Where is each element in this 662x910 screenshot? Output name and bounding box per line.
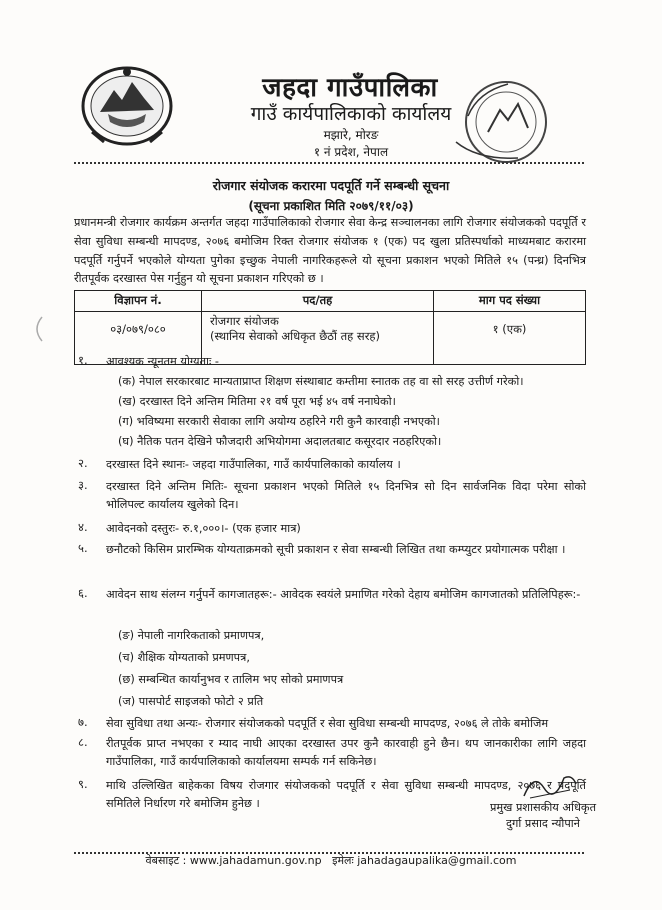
item-number: ९.	[78, 777, 88, 791]
item-text: छनौटको किसिम प्रारम्भिक योग्यताक्रमको सूची प्रकाशन र सेवा सम्बन्धी लिखित तथा कम्प्युटर प्रयोगात्मक परीक्षा ।	[106, 543, 566, 556]
item-text: आवश्यक न्यूनतम योग्यताः -	[106, 355, 219, 368]
item-text: दरखास्त दिने अन्तिम मितिः- सूचना प्रकाशन भएको मितिले १५ दिनभित्र सो दिन सार्वजनिक विदा परेमा सोको भोलिपल्ट कार्यालय खुलेको दिन।	[106, 480, 586, 512]
office-name: गाउँ कार्यपालिकाको कार्यालय	[250, 103, 452, 125]
cell-count: १ (एक)	[434, 312, 586, 365]
table-header-row	[75, 291, 586, 312]
qualification-item: (ग) भविष्यमा सरकारी सेवाका लागि अयोग्य ठहरिने गरी कुनै कारवाही नभएको।	[118, 415, 440, 428]
footer-website: वेबसाइट : www.jahadamun.gov.np	[145, 854, 322, 867]
item-number: २.	[78, 456, 88, 470]
item-text: रीतपूर्वक प्राप्त नभएका र म्याद नाघी आएका दरखास्त उपर कुनै कारवाही हुने छैन। थप जानकारीका लागि जहदा गाउँपालिका, गाउँ कार्यपालिकाको कार्यालयमा सम्पर्क गर्न सकिनेछ।	[106, 737, 586, 769]
footer-email: इमेलः jahadagaupalika@gmail.com	[332, 854, 517, 867]
footer	[0, 853, 662, 868]
page-title: जहदा गाउँपालिका	[262, 73, 438, 103]
item-number: ४.	[78, 520, 88, 534]
qualification-item: (क) नेपाल सरकारबाट मान्यताप्राप्त शिक्षण संस्थाबाट कम्तीमा स्नातक तह वा सो सरह उत्तीर्ण गरेको।	[118, 375, 524, 388]
col-ad-no: विज्ञापन नं.	[75, 291, 202, 312]
item-number: ५.	[78, 541, 88, 555]
item-text: दरखास्त दिने स्थानः- जहदा गाउँपालिका, गाउँ कार्यपालिकाको कार्यालय ।	[106, 458, 401, 471]
qualification-item: (ख) दरखास्त दिने अन्तिम मितिमा २१ वर्ष पूरा भई ४५ वर्ष ननाघेको।	[118, 395, 396, 408]
item-number: ६.	[78, 586, 88, 600]
signatory-designation: प्रमुख प्रशासकीय अधिकृत	[489, 801, 597, 814]
post-name: रोजगार संयोजक	[210, 314, 279, 328]
document-item: (च) शैक्षिक योग्यताको प्रमणपत्र,	[118, 651, 250, 664]
col-count: माग पद संख्या	[434, 291, 586, 312]
item-text: सेवा सुविधा तथा अन्यः- रोजगार संयोजकको पदपूर्ति र सेवा सुविधा सम्बन्धी मापदण्ड, २०७६ ले तोके बमोजिम	[106, 717, 549, 730]
item-text: माथि उल्लिखित बाहेकका विषय रोजगार संयोजकको पदपूर्ति र सेवा सुविधा सम्बन्धी मापदण्ड, २०७६ र पदपूर्ति समितिले निर्धारण गरे बमोजिम हुनेछ ।	[106, 779, 586, 811]
signatory-name: दुर्गा प्रसाद न्यौपाने	[506, 817, 580, 830]
header-divider	[74, 162, 584, 164]
item-text: आवेदनको दस्तुरः- रु.१,०००।- (एक हजार मात्र)	[106, 522, 301, 535]
office-stamp-icon	[448, 72, 558, 172]
qualification-item: (घ) नैतिक पतन देखिने फौजदारी अभियोगमा अदालतबाट कसूरदार नठहरिएको।	[118, 435, 442, 448]
document-item: (छ) सम्बन्धित कार्यानुभव र तालिम भए सोको प्रमाणपत्र	[118, 673, 344, 686]
margin-bracket-icon	[30, 315, 44, 343]
item-number: ३.	[78, 478, 88, 492]
document-item: (ज) पासपोर्ट साइजको फोटो २ प्रति	[118, 695, 264, 708]
cell-ad-no: ०३/०७९/०८०	[75, 312, 202, 365]
signature-scrawl-icon	[520, 768, 580, 802]
col-post: पद/तह	[202, 291, 434, 312]
notice-title: रोजगार संयोजक करारमा पदपूर्ति गर्ने सम्बन्धी सूचना	[212, 178, 450, 193]
item-number: ७.	[78, 715, 88, 729]
notice-publish-date: (सूचना प्रकाशित मिति २०७९/११/०३)	[248, 199, 414, 213]
notice-intro: प्रधानमन्त्री रोजगार कार्यक्रम अन्तर्गत जहदा गाउँपालिकाको रोजगार सेवा केन्द्र सञ्चालनका लागि रोजगार संयोजकको पदपूर्ति र सेवा सुविधा सम्बन्धी मापदण्ड, २०७६ बमोजिम रिक्त रोजगार संयोजक १ (एक) पद खुला प्रतिस्पर्धाको माध्यमबाट करारमा पदपूर्ति गर्नुपर्ने भएकोले योग्यता पुगेका इच्छुक नेपाली नागरिकहरूले यो सूचना प्रकाशन भएको मितिले १५ (पन्ध्र) दिनभित्र रीतपूर्वक दरखास्त पेस गर्नुहुन यो सूचना प्रकाशन गरिएको छ ।	[74, 216, 586, 286]
item-number: १.	[78, 353, 88, 367]
document-item: (ङ) नेपाली नागरिकताको प्रमाणपत्र,	[118, 629, 265, 642]
office-province: १ नं प्रदेश, नेपाल	[313, 145, 389, 159]
post-level: (स्थानिय सेवाको अधिकृत छैठौं तह सरह)	[210, 329, 380, 343]
item-number: ८.	[78, 735, 88, 749]
office-location: मझारे, मोरङ	[323, 128, 379, 142]
item-text: आवेदन साथ संलग्न गर्नुपर्ने कागजातहरू:- आवेदक स्वयंले प्रमाणित गरेको देहाय बमोजिम कागजातको प्रतिलिपिहरू:-	[106, 588, 581, 601]
